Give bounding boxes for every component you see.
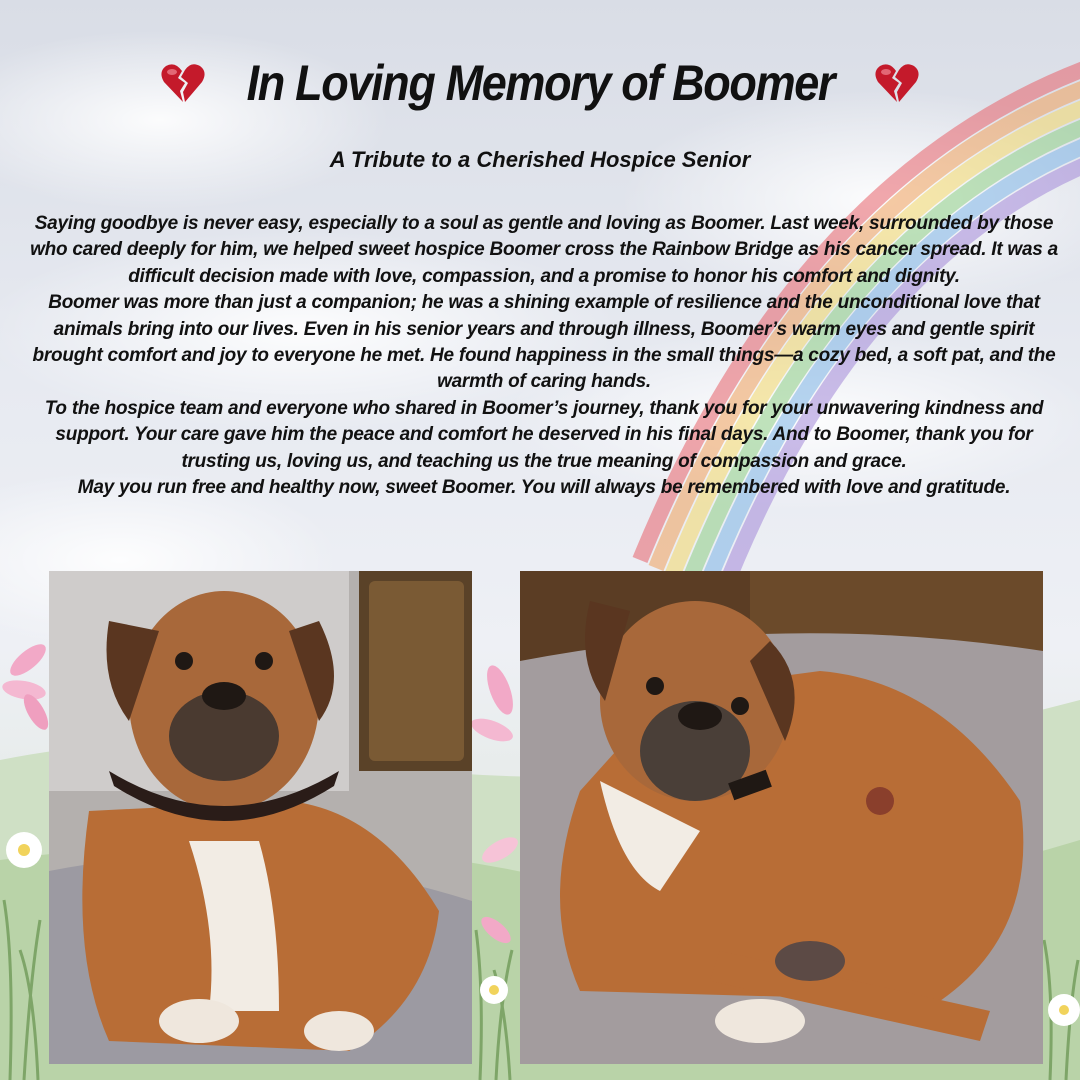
page-title xyxy=(0,54,1080,124)
daisy-right xyxy=(1048,994,1080,1026)
paragraph: Boomer was more than just a companion; he was a shining example of resilience and the unconditional love that animals bring into our lives. Even in his senior years and through illness, Boomer’s warm eyes and gentle spirit brought comfort and joy to everyone he met. He found happiness in the small things—a cozy bed, a soft pat, and the warmth of caring hands. xyxy=(32,292,1056,393)
broken-heart-icon xyxy=(160,58,206,116)
paragraph: Saying goodbye is never easy, especially to a soul as gentle and loving as Boomer. Last week, surrounded by those who cared deeply for him, we helped sweet hospice Boomer cross the Rainbow Bridge as his cancer spread. It was a difficult decision made with love, compassion, and a promise to honor his comfort and dignity. xyxy=(30,213,1058,287)
pink-flower-left xyxy=(1,639,53,733)
paragraph: To the hospice team and everyone who shared in Boomer’s journey, thank you for your unwavering kindness and support. Your care gave him the peace and comfort he deserved in his final days. And to Boomer, thank you for trusting us, loving us, and teaching us the true meaning of compassion and grace. xyxy=(44,397,1044,472)
dog-photo-left xyxy=(49,571,472,1064)
daisy-left xyxy=(6,832,42,868)
paragraph: May you run free and healthy now, sweet Boomer. You will always be remembered with love and gratitude. xyxy=(77,477,1011,499)
title-text: In Loving Memory of Boomer xyxy=(246,55,834,111)
daisy-middle xyxy=(480,976,508,1004)
subtitle: A Tribute to a Cherished Hospice Senior xyxy=(329,147,751,172)
broken-heart-icon xyxy=(874,58,920,116)
tribute-text xyxy=(24,211,1064,501)
dog-photo-right xyxy=(520,571,1043,1064)
